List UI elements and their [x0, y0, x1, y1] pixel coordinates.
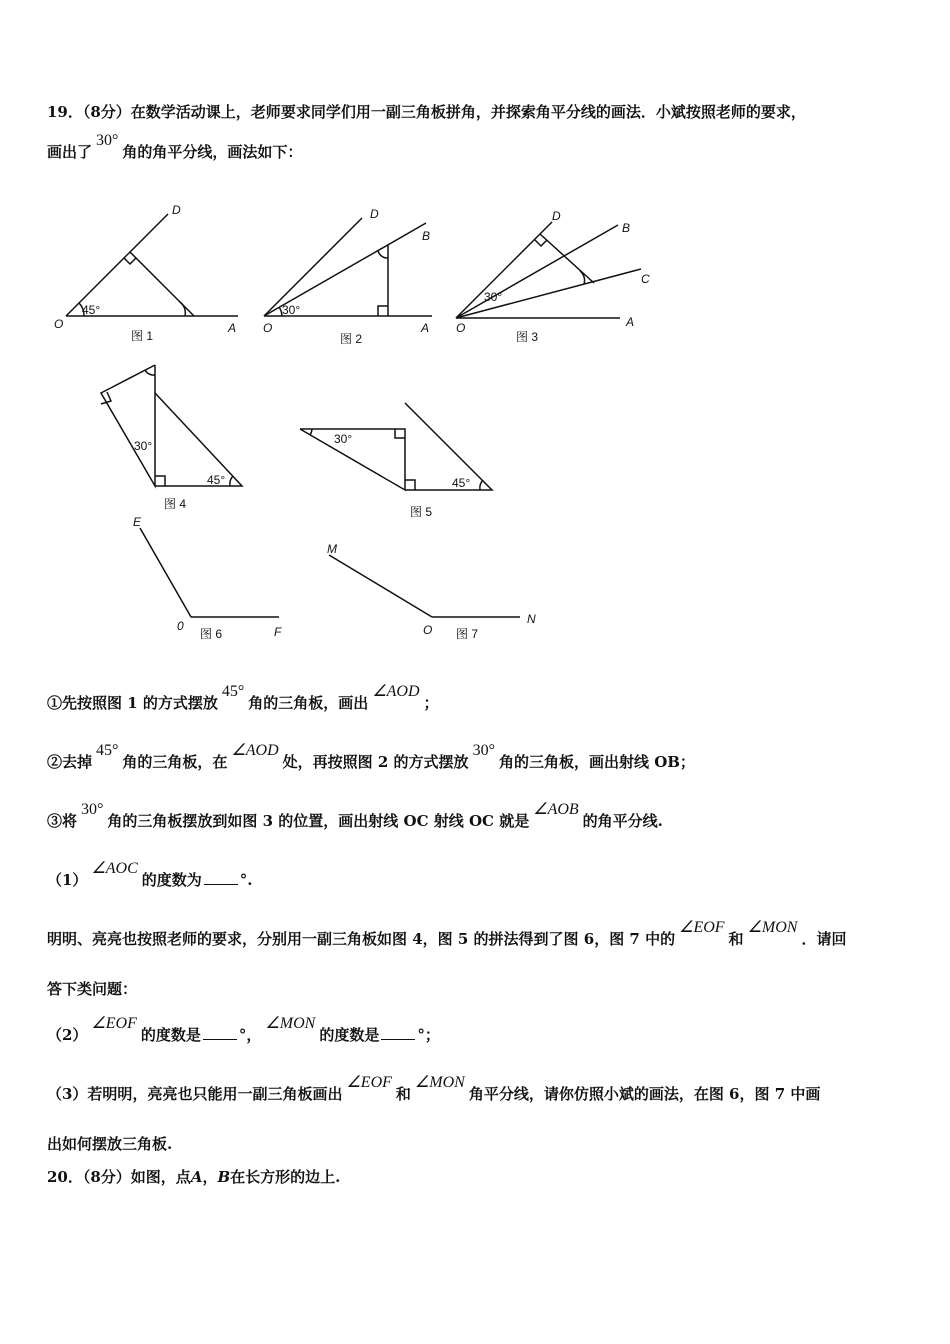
fig3-ray-od — [456, 222, 552, 318]
fig7-ray-om — [329, 555, 432, 617]
fig5-angle-arc-1 — [310, 429, 312, 435]
step2-text-b: 角的三角板，在 — [122, 753, 228, 771]
part3-angle-mon: ∠MON — [414, 1074, 465, 1091]
fig2-label-d: D — [370, 207, 379, 221]
fig2-caption: 图 2 — [340, 332, 363, 346]
q20-point-a: A — [190, 1168, 203, 1186]
part2-angle-mon: ∠MON — [265, 1015, 316, 1032]
figure-4 — [101, 365, 242, 511]
fig2-label-b: B — [422, 229, 431, 243]
q20-text-a: 20．（8分）如图，点 — [47, 1168, 191, 1186]
step2-angle: ∠AOD — [231, 742, 279, 759]
part3-text-a: （3）若明明，亮亮也只能用一副三角板画出 — [47, 1085, 343, 1103]
figures-panel — [0, 0, 950, 660]
figure-7 — [327, 542, 536, 641]
part3-and: 和 — [395, 1085, 411, 1103]
fig3-label-d: D — [552, 209, 561, 223]
figure-1 — [54, 203, 238, 343]
step1-angle: ∠AOD — [372, 683, 420, 700]
fig1-ray-od — [66, 214, 168, 316]
part1-number: （1） — [47, 871, 88, 889]
fig7-label-o: O — [423, 623, 433, 637]
fig1-angle-arc-2 — [180, 302, 185, 316]
fig4-right-angle-mark-1 — [101, 392, 111, 404]
figure-6 — [133, 515, 282, 641]
step3-text-b: 角的三角板摆放到如图 3 的位置，画出射线 OC 射线 OC 就是 — [107, 812, 530, 830]
fig1-caption: 图 1 — [131, 329, 154, 343]
step1-degree: 45° — [221, 683, 245, 700]
fig1-angle-label: 45° — [82, 303, 101, 317]
part2-text-c: °， — [238, 1026, 262, 1044]
fig4-right-angle-mark-2 — [155, 476, 165, 486]
step3-angle: ∠AOB — [533, 801, 579, 818]
part1-text: 的度数为 — [141, 871, 202, 889]
fig5-45-set-square — [405, 403, 492, 490]
fig3-label-b: B — [622, 221, 631, 235]
fig3-angle-label: 30° — [484, 290, 503, 304]
part-2 — [47, 1015, 440, 1046]
fig5-right-angle-mark-1 — [395, 429, 405, 438]
mid-text-a: 明明、亮亮也按照老师的要求，分别用一副三角板如图 4，图 5 的拼法得到了图 6，图 7 中的 — [47, 930, 676, 948]
part1-unit: °. — [239, 871, 253, 889]
fig2-label-o: O — [263, 321, 273, 335]
fig1-right-angle-mark — [124, 258, 136, 264]
mid-and: 和 — [728, 930, 744, 948]
fig5-angle-arc-2 — [480, 480, 483, 490]
fig3-set-square-edge — [540, 234, 594, 283]
part1-angle: ∠AOC — [91, 860, 138, 877]
fig4-45-set-square — [155, 393, 242, 486]
part3-angle-eof: ∠EOF — [346, 1074, 392, 1091]
fig5-angle30-label: 30° — [334, 432, 353, 446]
step2-text-c: 处，再按照图 2 的方式摆放 — [282, 753, 469, 771]
step2-text-a: ②去掉 — [47, 753, 93, 771]
part2-text-d: 的度数是 — [319, 1026, 380, 1044]
fig2-angle-arc-top — [378, 251, 388, 258]
fig4-angle45-label: 45° — [207, 473, 226, 487]
q19-intro-text-b: 角的角平分线，画法如下： — [122, 143, 303, 161]
part2-answer-blank-2[interactable] — [381, 1025, 415, 1040]
fig3-ray-ob — [456, 225, 618, 318]
step3-text-a: ③将 — [47, 812, 78, 830]
fig7-caption: 图 7 — [456, 627, 479, 641]
step2-degree: 45° — [96, 742, 119, 759]
fig5-right-angle-mark-2 — [405, 480, 415, 490]
fig6-label-f: F — [274, 625, 282, 639]
part-1 — [47, 860, 253, 891]
step-1 — [47, 683, 439, 714]
part2-answer-blank-1[interactable] — [203, 1025, 237, 1040]
fig4-angle-arc-2 — [230, 476, 233, 486]
fig2-label-a: A — [421, 321, 430, 335]
part-3-line2 — [47, 1134, 172, 1154]
fig1-label-o: O — [54, 317, 64, 331]
q19-intro-text: 19．（8分）在数学活动课上，老师要求同学们用一副三角板拼角，并探索角平分线的画法．小斌按照老师的要求， — [47, 103, 806, 121]
mid-text-b: ．请回 — [801, 930, 847, 948]
part-3-line1 — [47, 1074, 821, 1105]
step1-text-b: 角的三角板，画出 — [248, 694, 369, 712]
fig6-ray-oe — [140, 528, 191, 617]
fig2-ray-od — [264, 218, 362, 316]
fig3-label-c: C — [641, 272, 650, 286]
fig4-caption: 图 4 — [164, 497, 187, 511]
fig2-angle-label: 30° — [282, 303, 301, 317]
fig3-label-o: O — [456, 321, 466, 335]
step-2 — [47, 742, 695, 773]
step-3 — [47, 801, 663, 832]
fig1-label-d: D — [172, 203, 181, 217]
fig2-right-angle-mark — [378, 306, 388, 316]
step1-text-a: ①先按照图 1 的方式摆放 — [47, 694, 218, 712]
fig7-label-n: N — [527, 612, 536, 626]
step2-degree-2: 30° — [472, 742, 495, 759]
fig6-label-o: 0 — [177, 619, 184, 633]
step3-text-c: 的角平分线. — [582, 812, 663, 830]
figure-3 — [456, 209, 650, 344]
fig5-angle45-label: 45° — [452, 476, 471, 490]
figure-2 — [263, 207, 432, 346]
part2-angle-eof: ∠EOF — [91, 1015, 137, 1032]
mid-paragraph-line2 — [47, 979, 137, 999]
fig3-caption: 图 3 — [516, 330, 539, 344]
q19-intro-text-a: 画出了 — [47, 143, 93, 161]
part2-text-e: °； — [417, 1026, 440, 1044]
q20-text-b: 在长方形的边上. — [230, 1168, 341, 1186]
mid-paragraph-line1 — [47, 919, 847, 950]
part3-text-c: 出如何摆放三角板. — [47, 1135, 173, 1153]
mid-text-c: 答下类问题： — [47, 980, 138, 998]
part3-text-b: 角平分线，请你仿照小斌的画法，在图 6，图 7 中画 — [468, 1085, 821, 1103]
q20 — [47, 1167, 340, 1187]
step2-text-d: 角的三角板，画出射线 OB； — [498, 753, 695, 771]
fig4-30-set-square — [101, 365, 155, 486]
fig6-caption: 图 6 — [200, 627, 223, 641]
mid-angle-eof: ∠EOF — [679, 919, 725, 936]
part1-answer-blank[interactable] — [204, 870, 238, 885]
q20-point-b: B — [217, 1168, 231, 1186]
mid-angle-mon: ∠MON — [747, 919, 798, 936]
fig3-right-angle-mark — [535, 240, 547, 246]
degree-30: 30° — [96, 132, 119, 149]
step1-text-c: ； — [423, 694, 439, 712]
fig4-angle-arc-1 — [145, 370, 155, 375]
fig6-label-e: E — [133, 515, 142, 529]
figure-5 — [300, 403, 492, 519]
fig7-label-m: M — [327, 542, 337, 556]
fig5-caption: 图 5 — [410, 505, 433, 519]
part2-text-b: 的度数是 — [140, 1026, 201, 1044]
q20-comma: ， — [202, 1168, 218, 1186]
fig1-label-a: A — [228, 321, 237, 335]
step3-degree: 30° — [81, 801, 104, 818]
fig5-30-set-square — [300, 429, 405, 490]
fig4-angle30-label: 30° — [134, 439, 153, 453]
part2-number: （2） — [47, 1026, 88, 1044]
fig3-label-a: A — [626, 315, 635, 329]
